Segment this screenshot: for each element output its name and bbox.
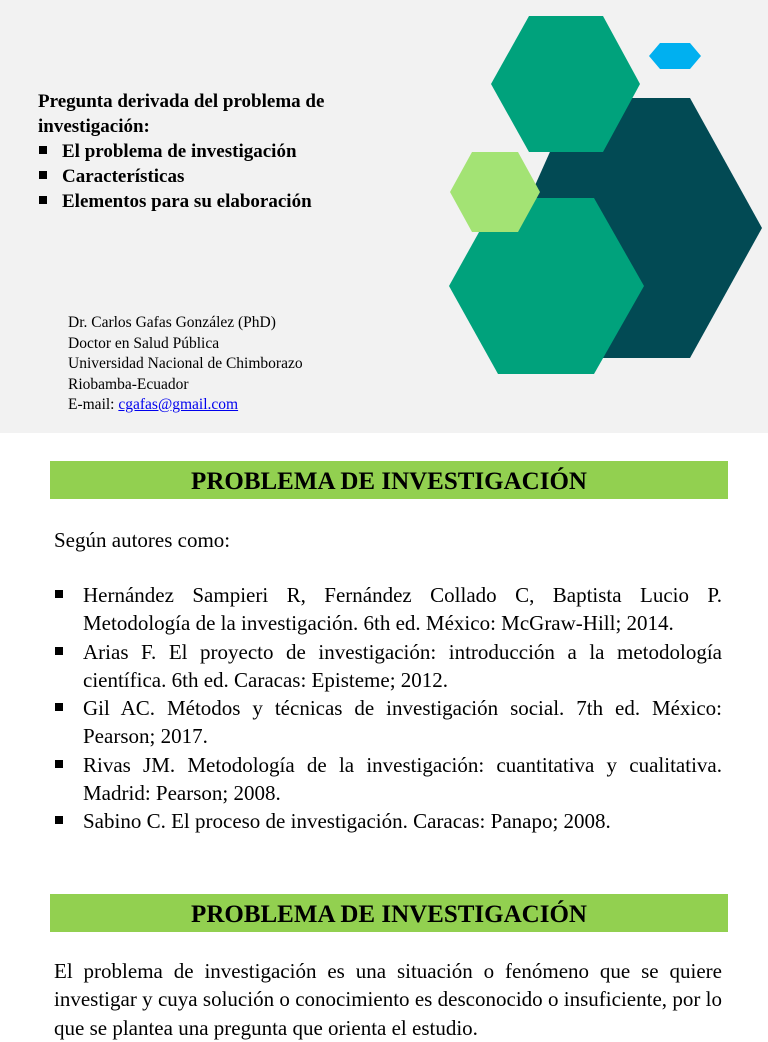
- topic-item: El problema de investigación: [38, 139, 438, 164]
- reference-item: Sabino C. El proceso de investigación. Caracas: Panapo; 2008.: [54, 807, 722, 835]
- email-link[interactable]: cgafas@gmail.com: [118, 396, 239, 413]
- author-location: Riobamba-Ecuador: [68, 375, 189, 393]
- author-name: Dr. Carlos Gafas González (PhD): [68, 314, 276, 331]
- email-label: E-mail:: [68, 396, 119, 413]
- definition-paragraph: El problema de investigación es una situación o fenómeno que se quiere investigar y cuya solución o conocimiento es desconocido o insuficiente, por lo que se plantea una pregunta que orienta el estudio.: [54, 959, 722, 1040]
- definition-slide: [0, 863, 768, 1040]
- author-info: [68, 313, 303, 416]
- reference-item: Rivas JM. Metodología de la investigación: cuantitativa y cualitativa. Madrid: Pearson; 2008.: [54, 751, 722, 808]
- title-line: Pregunta derivada del problema de investigación:: [38, 91, 325, 137]
- title-slide: [0, 0, 768, 433]
- topic-item: Elementos para su elaboración: [38, 189, 438, 214]
- author-university: Universidad Nacional de Chimborazo: [68, 355, 303, 372]
- reference-item: Hernández Sampieri R, Fernández Collado C, Baptista Lucio P. Metodología de la investigación. 6th ed. México: McGraw-Hill; 2014.: [54, 581, 722, 638]
- author-email-line: [68, 395, 303, 416]
- reference-item: Gil AC. Métodos y técnicas de investigación social. 7th ed. México: Pearson; 2017.: [54, 694, 722, 751]
- author-degree: Doctor en Salud Pública: [68, 334, 220, 352]
- references-slide: [0, 433, 768, 863]
- topic-item: Características: [38, 164, 438, 189]
- section-heading: PROBLEMA DE INVESTIGACIÓN: [50, 894, 728, 932]
- section-heading: PROBLEMA DE INVESTIGACIÓN: [50, 461, 728, 499]
- intro-text: Según autores como:: [54, 528, 231, 552]
- hexagon-blue: [649, 43, 701, 69]
- reference-list: [54, 581, 722, 836]
- slide-title: [38, 89, 438, 214]
- topic-list: [38, 139, 438, 214]
- reference-item: Arias F. El proyecto de investigación: introducción a la metodología científica. 6th ed. Caracas: Episteme; 2012.: [54, 638, 722, 695]
